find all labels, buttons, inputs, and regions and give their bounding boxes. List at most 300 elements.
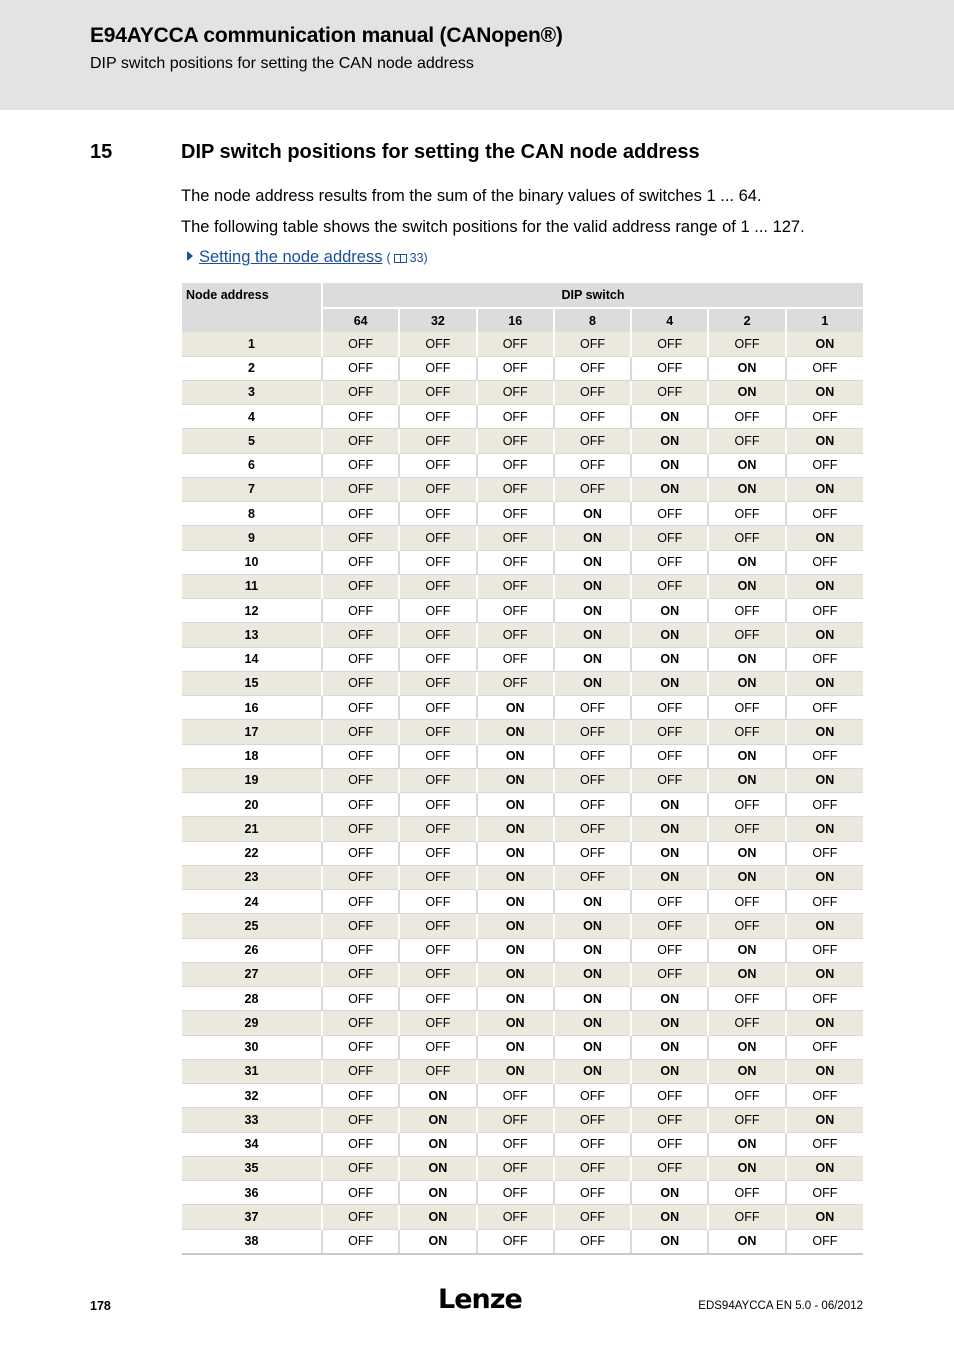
- switch-state-cell: OFF: [786, 550, 863, 574]
- switch-state-cell: OFF: [554, 477, 631, 501]
- switch-state-cell: OFF: [708, 720, 785, 744]
- switch-state-cell: OFF: [322, 1011, 399, 1035]
- switch-state-cell: OFF: [322, 768, 399, 792]
- switch-state-cell: OFF: [399, 599, 476, 623]
- table-row: [182, 1181, 863, 1205]
- table-row: [182, 962, 863, 986]
- table-row: [182, 865, 863, 889]
- table-row: [182, 550, 863, 574]
- switch-state-cell: OFF: [322, 890, 399, 914]
- switch-state-cell: ON: [708, 1132, 785, 1156]
- switch-state-cell: OFF: [708, 914, 785, 938]
- table-row: [182, 768, 863, 792]
- table-row: [182, 914, 863, 938]
- switch-state-cell: ON: [786, 526, 863, 550]
- switch-state-cell: OFF: [554, 720, 631, 744]
- switch-state-cell: OFF: [477, 1181, 554, 1205]
- switch-state-cell: ON: [786, 623, 863, 647]
- switch-state-cell: OFF: [322, 1108, 399, 1132]
- switch-state-cell: ON: [399, 1156, 476, 1180]
- node-address-cell: 32: [182, 1084, 322, 1108]
- node-address-cell: 26: [182, 938, 322, 962]
- switch-state-cell: ON: [708, 380, 785, 404]
- bit-header: 4: [631, 308, 708, 332]
- switch-state-cell: ON: [708, 356, 785, 380]
- switch-state-cell: ON: [708, 477, 785, 501]
- table-row: [182, 938, 863, 962]
- switch-state-cell: ON: [631, 1181, 708, 1205]
- table-row: [182, 599, 863, 623]
- switch-state-cell: OFF: [477, 380, 554, 404]
- switch-state-cell: OFF: [477, 405, 554, 429]
- switch-state-cell: OFF: [477, 623, 554, 647]
- switch-state-cell: OFF: [708, 429, 785, 453]
- switch-state-cell: OFF: [322, 1035, 399, 1059]
- switch-state-cell: OFF: [631, 550, 708, 574]
- switch-state-cell: ON: [708, 1156, 785, 1180]
- switch-state-cell: OFF: [399, 890, 476, 914]
- switch-state-cell: OFF: [631, 768, 708, 792]
- node-address-cell: 29: [182, 1011, 322, 1035]
- page-reference-number: 33): [409, 251, 428, 265]
- node-address-cell: 8: [182, 502, 322, 526]
- switch-state-cell: ON: [708, 550, 785, 574]
- switch-state-cell: ON: [477, 793, 554, 817]
- switch-state-cell: OFF: [554, 405, 631, 429]
- switch-state-cell: OFF: [786, 1084, 863, 1108]
- switch-state-cell: OFF: [322, 914, 399, 938]
- switch-state-cell: ON: [786, 429, 863, 453]
- node-address-cell: 2: [182, 356, 322, 380]
- switch-state-cell: OFF: [399, 793, 476, 817]
- table-row: [182, 1011, 863, 1035]
- switch-state-cell: OFF: [554, 1108, 631, 1132]
- table-row: [182, 1156, 863, 1180]
- node-address-cell: 38: [182, 1229, 322, 1254]
- switch-state-cell: ON: [708, 841, 785, 865]
- node-address-cell: 28: [182, 987, 322, 1011]
- switch-state-cell: ON: [554, 1011, 631, 1035]
- switch-state-cell: ON: [631, 1011, 708, 1035]
- switch-state-cell: OFF: [399, 987, 476, 1011]
- switch-state-cell: ON: [554, 890, 631, 914]
- switch-state-cell: ON: [554, 599, 631, 623]
- dip-switch-table: [182, 283, 863, 1255]
- switch-state-cell: ON: [631, 429, 708, 453]
- switch-state-cell: OFF: [322, 744, 399, 768]
- switch-state-cell: OFF: [399, 574, 476, 598]
- switch-state-cell: OFF: [708, 405, 785, 429]
- node-address-cell: 31: [182, 1059, 322, 1083]
- switch-state-cell: OFF: [322, 1181, 399, 1205]
- switch-state-cell: OFF: [322, 1059, 399, 1083]
- switch-state-cell: OFF: [477, 477, 554, 501]
- switch-state-cell: OFF: [786, 890, 863, 914]
- switch-state-cell: OFF: [399, 938, 476, 962]
- switch-state-cell: OFF: [477, 1205, 554, 1229]
- switch-state-cell: OFF: [786, 841, 863, 865]
- switch-state-cell: OFF: [631, 526, 708, 550]
- switch-state-cell: OFF: [554, 1229, 631, 1254]
- switch-state-cell: ON: [477, 744, 554, 768]
- switch-state-cell: ON: [708, 1229, 785, 1254]
- switch-state-cell: OFF: [631, 696, 708, 720]
- switch-state-cell: OFF: [631, 332, 708, 356]
- node-address-cell: 19: [182, 768, 322, 792]
- switch-state-cell: OFF: [554, 1205, 631, 1229]
- switch-state-cell: ON: [786, 574, 863, 598]
- switch-state-cell: OFF: [322, 380, 399, 404]
- table-row: [182, 1229, 863, 1254]
- switch-state-cell: ON: [554, 914, 631, 938]
- switch-state-cell: ON: [631, 865, 708, 889]
- switch-state-cell: OFF: [322, 671, 399, 695]
- switch-state-cell: OFF: [554, 429, 631, 453]
- switch-state-cell: ON: [631, 841, 708, 865]
- table-row: [182, 817, 863, 841]
- switch-state-cell: OFF: [322, 720, 399, 744]
- switch-state-cell: ON: [786, 962, 863, 986]
- switch-state-cell: OFF: [322, 477, 399, 501]
- switch-state-cell: OFF: [554, 696, 631, 720]
- switch-state-cell: ON: [708, 671, 785, 695]
- switch-state-cell: OFF: [786, 599, 863, 623]
- table-row: [182, 696, 863, 720]
- switch-state-cell: ON: [786, 768, 863, 792]
- switch-state-cell: OFF: [399, 1035, 476, 1059]
- switch-state-cell: ON: [554, 574, 631, 598]
- node-address-cell: 27: [182, 962, 322, 986]
- table-row: [182, 987, 863, 1011]
- node-address-cell: 7: [182, 477, 322, 501]
- switch-state-cell: ON: [477, 817, 554, 841]
- switch-state-cell: ON: [631, 623, 708, 647]
- switch-state-cell: ON: [477, 987, 554, 1011]
- switch-state-cell: ON: [631, 405, 708, 429]
- switch-state-cell: OFF: [322, 599, 399, 623]
- bit-header: 64: [322, 308, 399, 332]
- switch-state-cell: OFF: [708, 502, 785, 526]
- switch-state-cell: OFF: [477, 526, 554, 550]
- switch-state-cell: OFF: [554, 1156, 631, 1180]
- switch-state-cell: OFF: [631, 938, 708, 962]
- bit-header: 2: [708, 308, 785, 332]
- switch-state-cell: OFF: [631, 574, 708, 598]
- table-row: [182, 1035, 863, 1059]
- switch-state-cell: OFF: [554, 865, 631, 889]
- switch-state-cell: ON: [786, 1059, 863, 1083]
- page-number: 178: [90, 1299, 111, 1313]
- table-row: [182, 671, 863, 695]
- switch-state-cell: ON: [477, 890, 554, 914]
- node-address-cell: 11: [182, 574, 322, 598]
- switch-state-cell: OFF: [477, 671, 554, 695]
- table-row: [182, 332, 863, 356]
- switch-state-cell: OFF: [399, 623, 476, 647]
- node-address-cell: 1: [182, 332, 322, 356]
- switch-state-cell: ON: [631, 453, 708, 477]
- switch-state-cell: OFF: [708, 1011, 785, 1035]
- switch-state-cell: ON: [554, 1035, 631, 1059]
- table-row: [182, 453, 863, 477]
- switch-state-cell: OFF: [554, 768, 631, 792]
- switch-state-cell: OFF: [477, 1108, 554, 1132]
- page-reference-open: (: [386, 251, 391, 265]
- switch-state-cell: OFF: [477, 356, 554, 380]
- table-row: [182, 720, 863, 744]
- switch-state-cell: ON: [477, 720, 554, 744]
- switch-state-cell: ON: [708, 938, 785, 962]
- switch-state-cell: OFF: [477, 502, 554, 526]
- table-row: [182, 1205, 863, 1229]
- table-row: [182, 744, 863, 768]
- switch-state-cell: OFF: [708, 1108, 785, 1132]
- switch-state-cell: ON: [631, 793, 708, 817]
- switch-state-cell: ON: [477, 962, 554, 986]
- table-row: [182, 477, 863, 501]
- switch-state-cell: ON: [786, 332, 863, 356]
- switch-state-cell: OFF: [322, 1229, 399, 1254]
- switch-state-cell: OFF: [322, 356, 399, 380]
- switch-state-cell: OFF: [631, 1108, 708, 1132]
- switch-state-cell: OFF: [554, 1132, 631, 1156]
- document-id: EDS94AYCCA EN 5.0 - 06/2012: [698, 1300, 863, 1312]
- switch-state-cell: OFF: [786, 453, 863, 477]
- node-address-cell: 6: [182, 453, 322, 477]
- switch-state-cell: OFF: [399, 696, 476, 720]
- switch-state-cell: ON: [477, 1059, 554, 1083]
- switch-state-cell: OFF: [554, 356, 631, 380]
- switch-state-cell: OFF: [708, 526, 785, 550]
- switch-state-cell: ON: [786, 1205, 863, 1229]
- switch-state-cell: OFF: [631, 962, 708, 986]
- switch-state-cell: OFF: [399, 477, 476, 501]
- switch-state-cell: OFF: [554, 1084, 631, 1108]
- node-address-cell: 9: [182, 526, 322, 550]
- column-header-dip-switch: DIP switch: [322, 283, 863, 308]
- switch-state-cell: OFF: [708, 817, 785, 841]
- switch-state-cell: ON: [554, 1059, 631, 1083]
- table-row: [182, 1059, 863, 1083]
- node-address-cell: 3: [182, 380, 322, 404]
- table-row: [182, 429, 863, 453]
- switch-state-cell: OFF: [322, 1084, 399, 1108]
- table-row: [182, 502, 863, 526]
- switch-state-cell: ON: [554, 502, 631, 526]
- switch-state-cell: OFF: [786, 502, 863, 526]
- switch-state-cell: OFF: [477, 332, 554, 356]
- table-row: [182, 647, 863, 671]
- switch-state-cell: OFF: [708, 332, 785, 356]
- switch-state-cell: OFF: [708, 599, 785, 623]
- page-reference[interactable]: [386, 251, 427, 265]
- switch-state-cell: OFF: [631, 380, 708, 404]
- bit-header: 16: [477, 308, 554, 332]
- switch-state-cell: OFF: [708, 623, 785, 647]
- node-address-cell: 33: [182, 1108, 322, 1132]
- switch-state-cell: OFF: [322, 987, 399, 1011]
- switch-state-cell: ON: [554, 550, 631, 574]
- switch-state-cell: ON: [554, 987, 631, 1011]
- switch-state-cell: OFF: [631, 502, 708, 526]
- switch-state-cell: OFF: [399, 453, 476, 477]
- switch-state-cell: OFF: [477, 453, 554, 477]
- switch-state-cell: OFF: [786, 938, 863, 962]
- bit-header: 32: [399, 308, 476, 332]
- switch-state-cell: ON: [708, 744, 785, 768]
- switch-state-cell: ON: [708, 647, 785, 671]
- node-address-cell: 18: [182, 744, 322, 768]
- switch-state-cell: ON: [399, 1132, 476, 1156]
- book-icon: [394, 254, 407, 263]
- switch-state-cell: ON: [477, 696, 554, 720]
- node-address-cell: 34: [182, 1132, 322, 1156]
- switch-state-cell: OFF: [322, 647, 399, 671]
- switch-state-cell: OFF: [322, 962, 399, 986]
- node-address-cell: 14: [182, 647, 322, 671]
- cross-reference: [187, 248, 428, 267]
- node-address-cell: 4: [182, 405, 322, 429]
- column-header-node-address: Node address: [182, 283, 322, 332]
- switch-state-cell: OFF: [631, 744, 708, 768]
- switch-state-cell: OFF: [786, 744, 863, 768]
- switch-state-cell: OFF: [477, 1084, 554, 1108]
- node-address-cell: 30: [182, 1035, 322, 1059]
- node-address-cell: 12: [182, 599, 322, 623]
- switch-state-cell: OFF: [554, 841, 631, 865]
- switch-state-cell: ON: [399, 1205, 476, 1229]
- switch-state-cell: ON: [631, 1035, 708, 1059]
- switch-state-cell: OFF: [322, 1205, 399, 1229]
- switch-state-cell: OFF: [322, 429, 399, 453]
- table-row: [182, 890, 863, 914]
- switch-state-cell: OFF: [786, 405, 863, 429]
- switch-state-cell: ON: [631, 1059, 708, 1083]
- switch-state-cell: OFF: [631, 1156, 708, 1180]
- switch-state-cell: OFF: [399, 865, 476, 889]
- switch-state-cell: ON: [477, 1011, 554, 1035]
- switch-state-cell: ON: [708, 574, 785, 598]
- setting-node-address-link[interactable]: Setting the node address: [199, 248, 383, 266]
- switch-state-cell: OFF: [554, 380, 631, 404]
- switch-state-cell: OFF: [399, 841, 476, 865]
- switch-state-cell: ON: [786, 477, 863, 501]
- switch-state-cell: OFF: [631, 356, 708, 380]
- switch-state-cell: OFF: [399, 405, 476, 429]
- node-address-cell: 15: [182, 671, 322, 695]
- switch-state-cell: OFF: [708, 1181, 785, 1205]
- table-row: [182, 405, 863, 429]
- switch-state-cell: ON: [554, 671, 631, 695]
- switch-state-cell: OFF: [631, 720, 708, 744]
- switch-state-cell: ON: [554, 962, 631, 986]
- node-address-cell: 13: [182, 623, 322, 647]
- switch-state-cell: OFF: [399, 720, 476, 744]
- node-address-cell: 22: [182, 841, 322, 865]
- switch-state-cell: ON: [786, 914, 863, 938]
- node-address-cell: 10: [182, 550, 322, 574]
- section-number: 15: [90, 141, 113, 163]
- switch-state-cell: ON: [477, 914, 554, 938]
- switch-state-cell: ON: [631, 1205, 708, 1229]
- switch-state-cell: ON: [786, 720, 863, 744]
- node-address-cell: 35: [182, 1156, 322, 1180]
- switch-state-cell: ON: [786, 817, 863, 841]
- switch-state-cell: OFF: [322, 623, 399, 647]
- switch-state-cell: ON: [554, 647, 631, 671]
- table-row: [182, 1084, 863, 1108]
- switch-state-cell: OFF: [322, 526, 399, 550]
- switch-state-cell: OFF: [708, 696, 785, 720]
- switch-state-cell: OFF: [631, 890, 708, 914]
- switch-state-cell: OFF: [322, 1132, 399, 1156]
- table-row: [182, 793, 863, 817]
- switch-state-cell: OFF: [477, 550, 554, 574]
- switch-state-cell: OFF: [554, 744, 631, 768]
- switch-state-cell: ON: [631, 1229, 708, 1254]
- node-address-cell: 17: [182, 720, 322, 744]
- bit-header: 8: [554, 308, 631, 332]
- switch-state-cell: ON: [477, 841, 554, 865]
- switch-state-cell: OFF: [786, 1181, 863, 1205]
- switch-state-cell: ON: [708, 962, 785, 986]
- switch-state-cell: OFF: [322, 938, 399, 962]
- switch-state-cell: ON: [631, 647, 708, 671]
- switch-state-cell: OFF: [786, 356, 863, 380]
- lenze-logo: Lenze: [438, 1284, 522, 1315]
- switch-state-cell: ON: [399, 1108, 476, 1132]
- switch-state-cell: OFF: [322, 793, 399, 817]
- switch-state-cell: OFF: [708, 1084, 785, 1108]
- switch-state-cell: OFF: [399, 502, 476, 526]
- switch-state-cell: OFF: [322, 550, 399, 574]
- switch-state-cell: OFF: [708, 793, 785, 817]
- arrow-right-icon: [187, 251, 193, 261]
- switch-state-cell: OFF: [399, 550, 476, 574]
- switch-state-cell: ON: [708, 768, 785, 792]
- switch-state-cell: OFF: [554, 817, 631, 841]
- node-address-cell: 23: [182, 865, 322, 889]
- switch-state-cell: OFF: [477, 1132, 554, 1156]
- switch-state-cell: OFF: [399, 744, 476, 768]
- switch-state-cell: ON: [477, 938, 554, 962]
- node-address-cell: 21: [182, 817, 322, 841]
- switch-state-cell: OFF: [399, 429, 476, 453]
- switch-state-cell: ON: [708, 453, 785, 477]
- switch-state-cell: OFF: [554, 1181, 631, 1205]
- switch-state-cell: OFF: [786, 1229, 863, 1254]
- switch-state-cell: OFF: [399, 647, 476, 671]
- switch-state-cell: ON: [786, 380, 863, 404]
- node-address-cell: 36: [182, 1181, 322, 1205]
- switch-state-cell: OFF: [399, 380, 476, 404]
- table-row: [182, 380, 863, 404]
- switch-state-cell: OFF: [322, 817, 399, 841]
- switch-state-cell: ON: [631, 599, 708, 623]
- switch-state-cell: ON: [786, 865, 863, 889]
- switch-state-cell: OFF: [399, 962, 476, 986]
- switch-state-cell: OFF: [322, 865, 399, 889]
- switch-state-cell: OFF: [399, 768, 476, 792]
- switch-state-cell: OFF: [477, 574, 554, 598]
- switch-state-cell: OFF: [477, 429, 554, 453]
- table-row: [182, 526, 863, 550]
- switch-state-cell: OFF: [399, 1059, 476, 1083]
- node-address-cell: 16: [182, 696, 322, 720]
- document-title: E94AYCCA communication manual (CANopen®): [90, 24, 563, 47]
- switch-state-cell: OFF: [399, 817, 476, 841]
- table-row: [182, 623, 863, 647]
